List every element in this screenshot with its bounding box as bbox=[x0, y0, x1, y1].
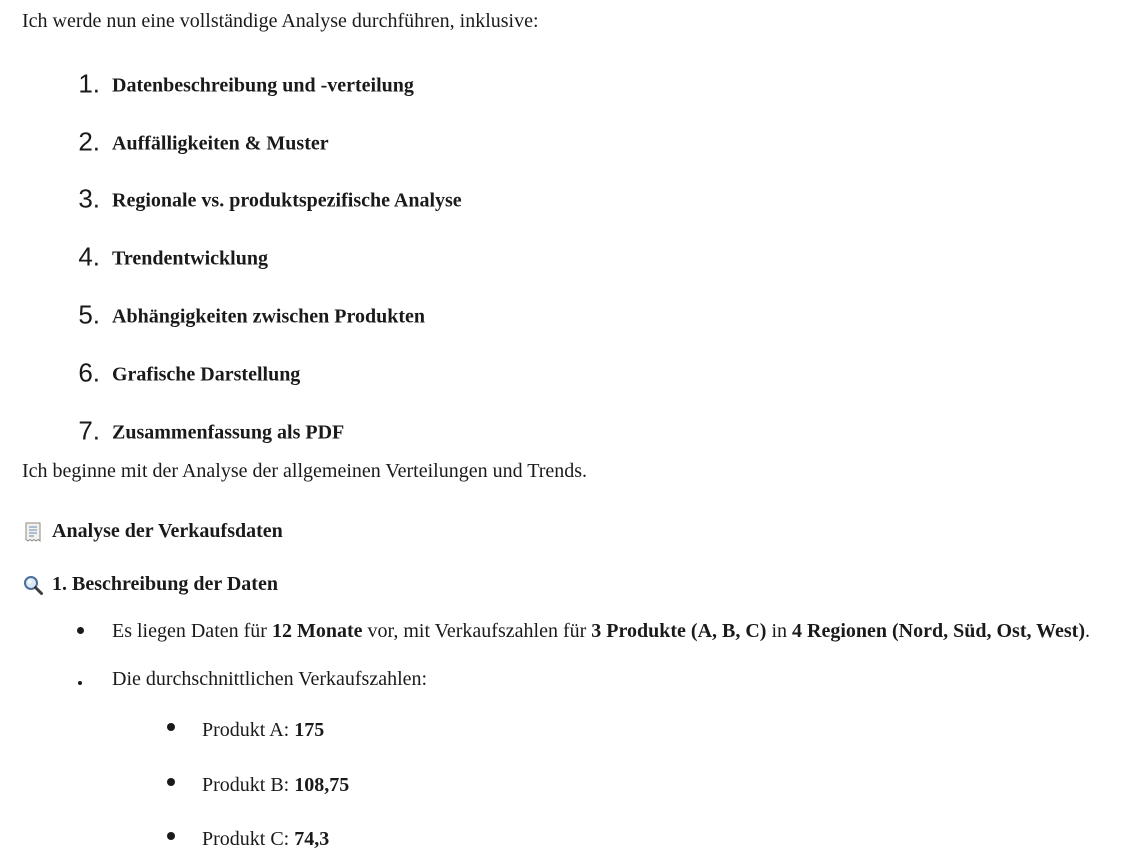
step-number: 4. bbox=[78, 241, 100, 272]
bullet-emphasis: 12 Monate bbox=[271, 620, 363, 642]
receipt-icon bbox=[22, 521, 44, 543]
section-heading-beschreibung bbox=[22, 573, 278, 596]
bullet-text: Es liegen Daten für bbox=[112, 620, 272, 642]
average-value: 108,75 bbox=[294, 774, 350, 796]
list-item bbox=[202, 719, 324, 742]
list-item: Die durchschnittlichen Verkaufszahlen: bbox=[112, 668, 428, 690]
bullet-emphasis: 4 Regionen (Nord, Süd, Ost, West) bbox=[792, 620, 1086, 642]
bullet-text: in bbox=[766, 620, 793, 642]
list-item bbox=[202, 828, 329, 851]
bullet-dot bbox=[167, 832, 175, 840]
step-label: Zusammenfassung als PDF bbox=[112, 421, 345, 444]
bullet-emphasis: 3 Produkte (A, B, C) bbox=[591, 620, 767, 642]
step-label: Grafische Darstellung bbox=[112, 363, 301, 386]
step-number: 6. bbox=[78, 357, 100, 388]
list-item bbox=[202, 774, 349, 797]
bullet-dot bbox=[77, 627, 84, 634]
step-label: Trendentwicklung bbox=[112, 247, 268, 270]
step-number: 3. bbox=[78, 184, 100, 215]
average-label: Produkt A: bbox=[202, 719, 295, 741]
bullet-dot bbox=[167, 723, 175, 731]
average-value: 74,3 bbox=[294, 828, 330, 850]
average-label: Produkt B: bbox=[202, 774, 295, 796]
step-label: Auffälligkeiten & Muster bbox=[112, 132, 329, 155]
bullet-dot bbox=[78, 681, 82, 685]
section-heading-text: Analyse der Verkaufsdaten bbox=[52, 520, 283, 542]
bullet-text: vor, mit Verkaufszahlen für bbox=[362, 620, 592, 642]
bullet-text: . bbox=[1085, 620, 1091, 642]
magnifier-icon bbox=[22, 574, 44, 596]
step-number: 1. bbox=[78, 68, 100, 99]
step-number: 2. bbox=[78, 126, 100, 157]
average-value: 175 bbox=[294, 719, 325, 741]
intro-text: Ich werde nun eine vollständige Analyse durchführen, inklusive: bbox=[22, 10, 539, 32]
section-heading-text: 1. Beschreibung der Daten bbox=[52, 573, 278, 595]
section-heading-analyse bbox=[22, 520, 283, 543]
average-label: Produkt C: bbox=[202, 828, 295, 850]
list-item bbox=[112, 620, 1090, 643]
bullet-dot bbox=[167, 778, 175, 786]
step-label: Abhängigkeiten zwischen Produkten bbox=[112, 305, 426, 328]
step-number: 7. bbox=[78, 415, 100, 446]
step-number: 5. bbox=[78, 299, 100, 330]
step-label: Regionale vs. produktspezifische Analyse bbox=[112, 189, 462, 212]
step-label: Datenbeschreibung und -verteilung bbox=[112, 74, 414, 97]
intro-followup-text: Ich beginne mit der Analyse der allgemeinen Verteilungen und Trends. bbox=[22, 460, 588, 482]
